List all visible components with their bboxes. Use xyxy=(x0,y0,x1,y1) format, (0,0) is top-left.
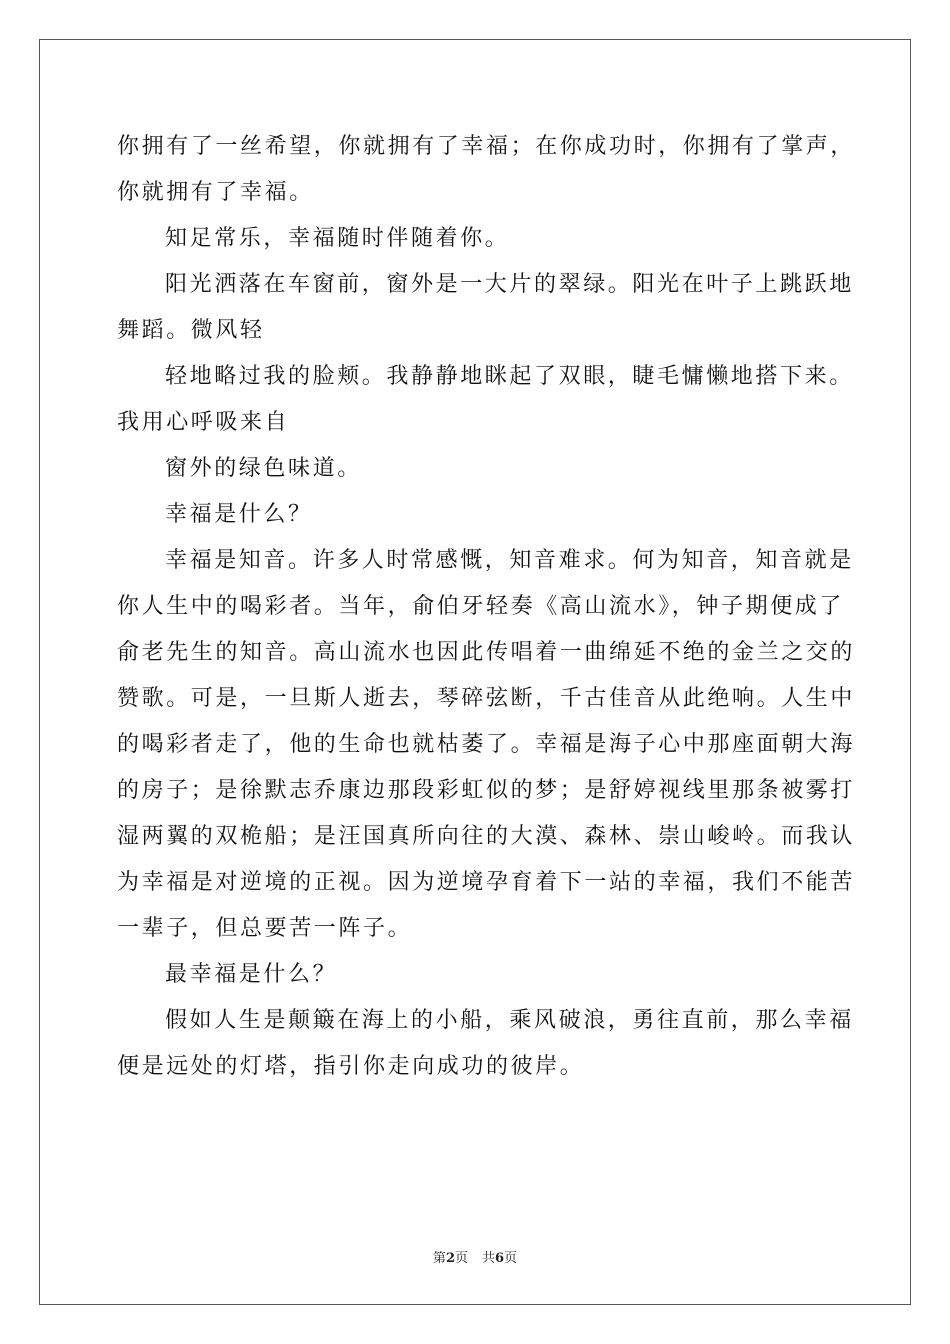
section-heading: 幸福是什么？ xyxy=(165,502,313,527)
text-line: 湿两翼的双桅船；是汪国真所向往的大漠、森林、崇山峻岭。而我认 xyxy=(117,824,856,849)
page-prefix: 第 xyxy=(432,1251,446,1266)
text-line: 窗外的绿色味道。 xyxy=(165,456,362,481)
text-line: 幸福是知音。许多人时常感慨，知音难求。何为知音，知音就是 xyxy=(165,548,854,573)
text-line: 我用心呼吸来自 xyxy=(117,410,290,435)
document-body xyxy=(117,124,856,1090)
text-line: 为幸福是对逆境的正视。因为逆境孕育着下一站的幸福，我们不能苦 xyxy=(117,870,856,895)
page-footer xyxy=(0,1247,950,1266)
text-line: 的喝彩者走了，他的生命也就枯萎了。幸福是海子心中那座面朝大海 xyxy=(117,732,856,757)
text-line: 假如人生是颠簸在海上的小船，乘风破浪，勇往直前，那么幸福 xyxy=(165,1008,854,1033)
text-line: 舞蹈。微风轻 xyxy=(117,318,265,343)
page-suffix: 页 xyxy=(454,1251,468,1266)
total-pages: 6 xyxy=(495,1251,505,1266)
total-suffix: 页 xyxy=(504,1251,518,1266)
text-line: 阳光洒落在车窗前，窗外是一大片的翠绿。阳光在叶子上跳跃地 xyxy=(165,272,854,297)
text-line: 你拥有了一丝希望，你就拥有了幸福；在你成功时，你拥有了掌声， xyxy=(117,134,856,159)
text-line: 俞老先生的知音。高山流水也因此传唱着一曲绵延不绝的金兰之交的 xyxy=(117,640,856,665)
text-line: 知足常乐，幸福随时伴随着你。 xyxy=(165,226,510,251)
text-line: 的房子；是徐默志乔康边那段彩虹似的梦；是舒婷视线里那条被雾打 xyxy=(117,778,856,803)
text-line: 你人生中的喝彩者。当年，俞伯牙轻奏《高山流水》，钟子期便成了 xyxy=(117,594,845,619)
total-prefix: 共 xyxy=(482,1251,496,1266)
text-line: 轻地略过我的脸颊。我静静地眯起了双眼，睫毛慵懒地搭下来。 xyxy=(165,364,854,389)
text-line: 赞歌。可是，一旦斯人逝去，琴碎弦断，千古佳音从此绝响。人生中 xyxy=(117,686,856,711)
text-line: 便是远处的灯塔，指引你走向成功的彼岸。 xyxy=(117,1054,585,1079)
page-number: 2 xyxy=(445,1251,455,1266)
text-line: 你就拥有了幸福。 xyxy=(117,180,314,205)
section-heading: 最幸福是什么？ xyxy=(165,962,338,987)
text-line: 一辈子，但总要苦一阵子。 xyxy=(117,916,413,941)
